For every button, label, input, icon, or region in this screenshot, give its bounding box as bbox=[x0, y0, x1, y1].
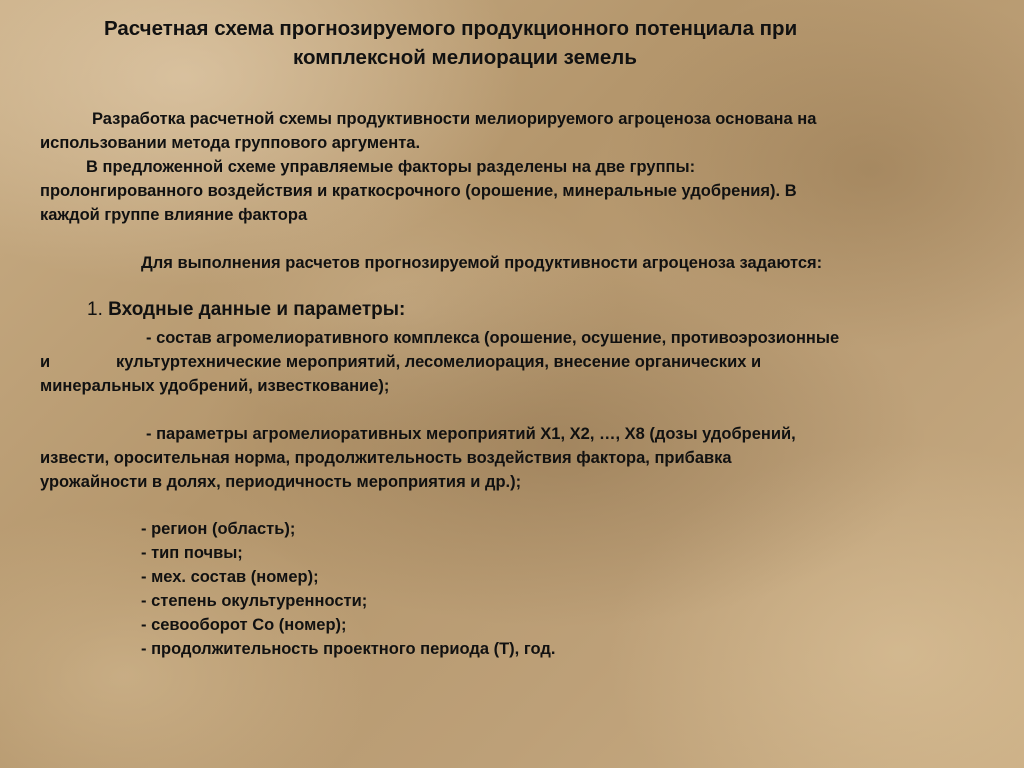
section-1-title: Входные данные и параметры: bbox=[108, 299, 406, 320]
paragraph-1-line-1: Разработка расчетной схемы продуктивности мелиорируемого агроценоза основана на bbox=[92, 110, 817, 128]
list-item-mech-composition: - мех. состав (номер); bbox=[141, 568, 319, 586]
item-2-line-3: урожайности в долях, периодичность мероприятия и др.); bbox=[40, 473, 522, 491]
section-1-heading bbox=[87, 300, 405, 320]
paragraph-2-line-2: пролонгированного воздействия и краткосрочного (орошение, минеральные удобрения). В bbox=[40, 182, 797, 200]
item-1-line-2b: культуртехнические мероприятий, лесомелиорация, внесение органических и bbox=[116, 353, 762, 371]
list-item-region: - регион (область); bbox=[141, 520, 296, 538]
section-1-number: 1. bbox=[87, 299, 103, 320]
paragraph-1-line-2: использовании метода группового аргумента. bbox=[40, 134, 421, 152]
item-1-line-2a: и bbox=[40, 353, 51, 371]
list-item-soil-type: - тип почвы; bbox=[141, 544, 243, 562]
item-1-line-3: минеральных удобрений, известкование); bbox=[40, 377, 390, 395]
item-1-line-1: - состав агромелиоративного комплекса (орошение, осушение, противоэрозионные bbox=[146, 329, 840, 347]
slide-title-line-2: комплексной мелиорации земель bbox=[293, 46, 637, 69]
paragraph-2-line-3: каждой группе влияние фактора bbox=[40, 206, 308, 224]
list-item-project-period: - продолжительность проектного периода (Т), год. bbox=[141, 640, 556, 658]
paragraph-2-line-1: В предложенной схеме управляемые факторы разделены на две группы: bbox=[86, 158, 696, 176]
intro-text: Для выполнения расчетов прогнозируемой продуктивности агроценоза задаются: bbox=[141, 254, 823, 272]
slide-title-line-1: Расчетная схема прогнозируемого продукционного потенциала при bbox=[104, 17, 798, 40]
list-item-cultivation-degree: - степень окультуренности; bbox=[141, 592, 368, 610]
item-2-line-1: - параметры агромелиоративных мероприятий X1, X2, …, X8 (дозы удобрений, bbox=[146, 425, 796, 443]
list-item-crop-rotation: - севооборот Со (номер); bbox=[141, 616, 347, 634]
item-2-line-2: извести, оросительная норма, продолжительность воздействия фактора, прибавка bbox=[40, 449, 732, 467]
